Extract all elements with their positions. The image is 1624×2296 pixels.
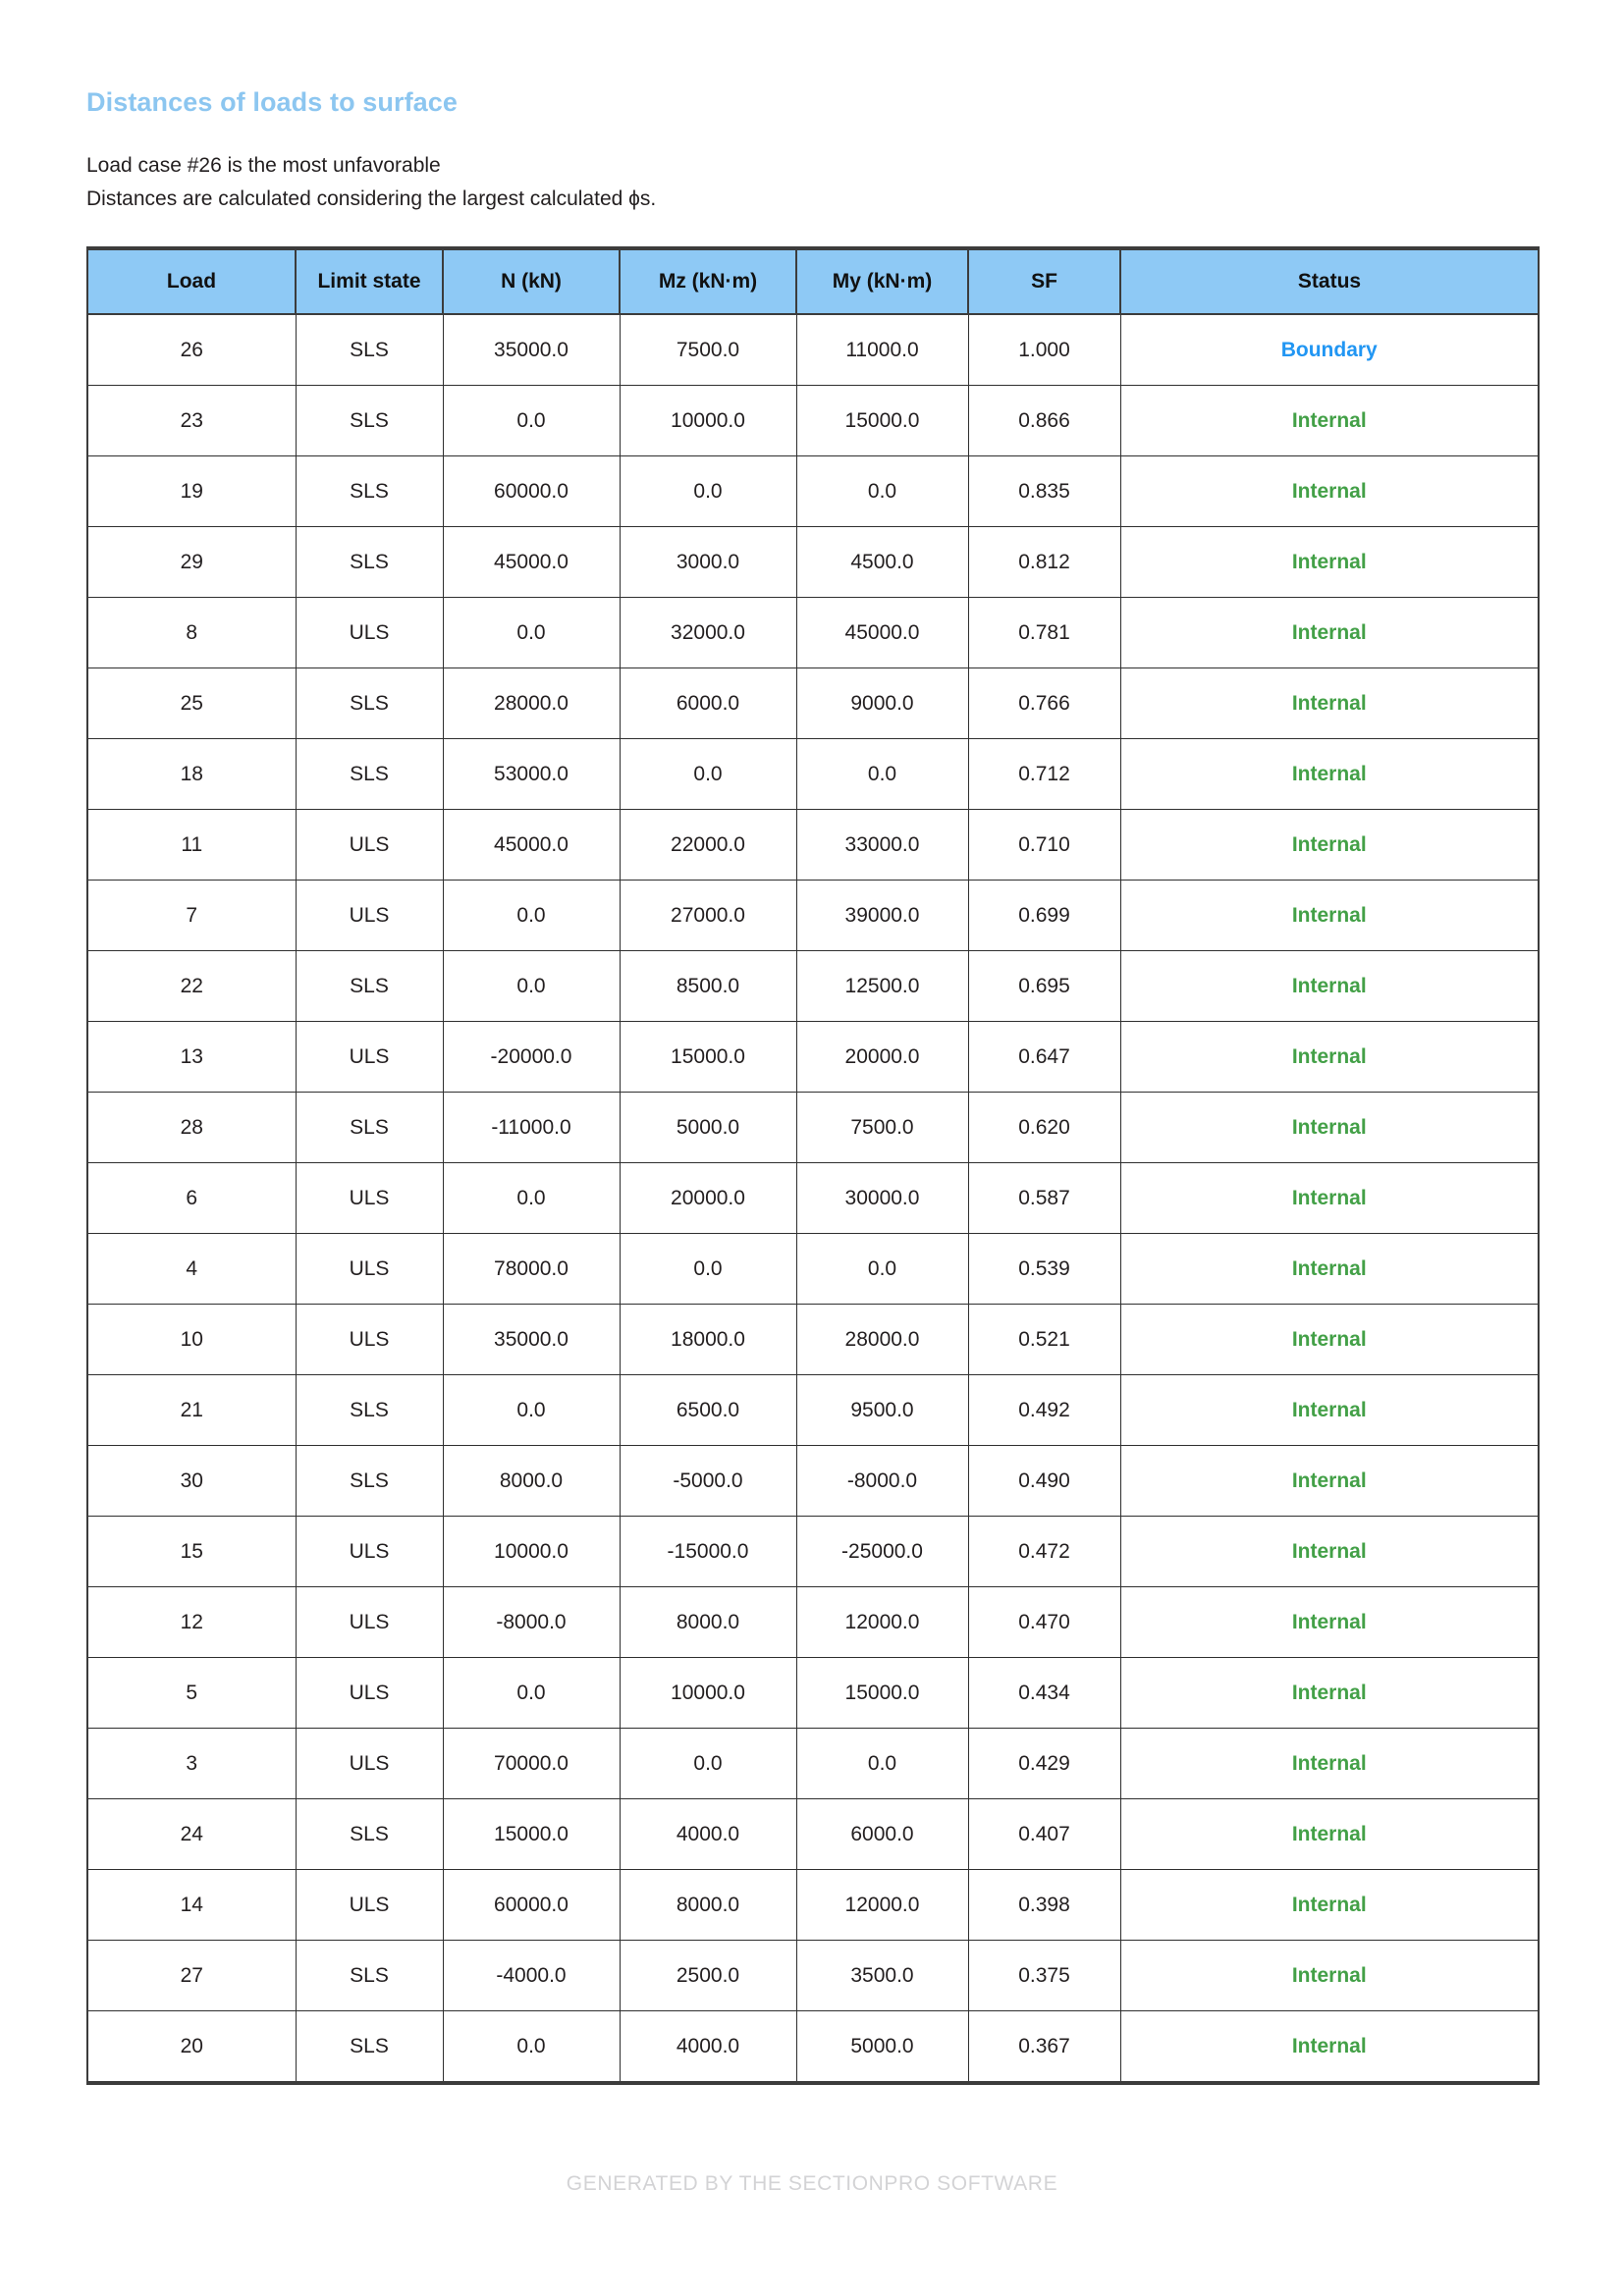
cell-my: 0.0: [796, 739, 968, 810]
status-badge: Internal: [1120, 527, 1539, 598]
cell-limit-state: SLS: [296, 668, 443, 739]
cell-n: 53000.0: [443, 739, 620, 810]
cell-sf: 0.620: [968, 1093, 1120, 1163]
cell-limit-state: ULS: [296, 1305, 443, 1375]
status-badge: Internal: [1120, 2011, 1539, 2084]
cell-sf: 0.812: [968, 527, 1120, 598]
table-body: [87, 314, 1539, 2083]
cell-n: 78000.0: [443, 1234, 620, 1305]
cell-load: 19: [87, 456, 296, 527]
cell-mz: 32000.0: [620, 598, 796, 668]
cell-sf: 0.398: [968, 1870, 1120, 1941]
cell-load: 10: [87, 1305, 296, 1375]
column-header-my: My (kN·m): [796, 248, 968, 314]
cell-sf: 0.470: [968, 1587, 1120, 1658]
cell-sf: 0.521: [968, 1305, 1120, 1375]
table-row: [87, 456, 1539, 527]
table-header: [87, 248, 1539, 314]
table-row: [87, 1799, 1539, 1870]
cell-n: 10000.0: [443, 1517, 620, 1587]
cell-mz: 5000.0: [620, 1093, 796, 1163]
table-row: [87, 1234, 1539, 1305]
cell-limit-state: ULS: [296, 1163, 443, 1234]
cell-load: 3: [87, 1729, 296, 1799]
cell-my: 20000.0: [796, 1022, 968, 1093]
cell-sf: 0.429: [968, 1729, 1120, 1799]
cell-load: 20: [87, 2011, 296, 2084]
table-row: [87, 1729, 1539, 1799]
cell-limit-state: ULS: [296, 810, 443, 881]
cell-limit-state: ULS: [296, 1234, 443, 1305]
cell-sf: 0.492: [968, 1375, 1120, 1446]
status-badge: Internal: [1120, 739, 1539, 810]
table-row: [87, 1446, 1539, 1517]
cell-my: 0.0: [796, 1234, 968, 1305]
status-badge: Internal: [1120, 1234, 1539, 1305]
cell-n: 15000.0: [443, 1799, 620, 1870]
cell-sf: 1.000: [968, 314, 1120, 386]
table-row: [87, 314, 1539, 386]
table-row: [87, 668, 1539, 739]
status-badge: Boundary: [1120, 314, 1539, 386]
cell-load: 21: [87, 1375, 296, 1446]
cell-limit-state: SLS: [296, 1799, 443, 1870]
cell-my: 28000.0: [796, 1305, 968, 1375]
status-badge: Internal: [1120, 1870, 1539, 1941]
intro-line-distances: Distances are calculated considering the largest calculated ϕs.: [86, 187, 657, 211]
cell-n: 0.0: [443, 2011, 620, 2084]
cell-load: 26: [87, 314, 296, 386]
cell-sf: 0.710: [968, 810, 1120, 881]
cell-n: -11000.0: [443, 1093, 620, 1163]
cell-load: 23: [87, 386, 296, 456]
table-row: [87, 1870, 1539, 1941]
cell-load: 6: [87, 1163, 296, 1234]
cell-limit-state: ULS: [296, 1658, 443, 1729]
cell-limit-state: SLS: [296, 1375, 443, 1446]
cell-mz: 20000.0: [620, 1163, 796, 1234]
cell-my: 30000.0: [796, 1163, 968, 1234]
cell-mz: 3000.0: [620, 527, 796, 598]
table-header-row: [87, 248, 1539, 314]
status-badge: Internal: [1120, 810, 1539, 881]
cell-n: 8000.0: [443, 1446, 620, 1517]
cell-sf: 0.695: [968, 951, 1120, 1022]
cell-load: 30: [87, 1446, 296, 1517]
table-row: [87, 1587, 1539, 1658]
table-row: [87, 527, 1539, 598]
column-header-n: N (kN): [443, 248, 620, 314]
cell-n: 0.0: [443, 598, 620, 668]
cell-mz: -5000.0: [620, 1446, 796, 1517]
cell-sf: 0.712: [968, 739, 1120, 810]
cell-n: 0.0: [443, 386, 620, 456]
status-badge: Internal: [1120, 456, 1539, 527]
cell-n: 45000.0: [443, 810, 620, 881]
cell-sf: 0.539: [968, 1234, 1120, 1305]
cell-load: 28: [87, 1093, 296, 1163]
cell-mz: 0.0: [620, 1234, 796, 1305]
status-badge: Internal: [1120, 1446, 1539, 1517]
status-badge: Internal: [1120, 598, 1539, 668]
cell-mz: 10000.0: [620, 1658, 796, 1729]
cell-load: 24: [87, 1799, 296, 1870]
cell-limit-state: ULS: [296, 598, 443, 668]
status-badge: Internal: [1120, 386, 1539, 456]
cell-mz: 18000.0: [620, 1305, 796, 1375]
cell-limit-state: SLS: [296, 2011, 443, 2084]
cell-mz: 0.0: [620, 456, 796, 527]
cell-my: 6000.0: [796, 1799, 968, 1870]
column-header-limit-state: Limit state: [296, 248, 443, 314]
cell-my: 33000.0: [796, 810, 968, 881]
cell-limit-state: SLS: [296, 951, 443, 1022]
cell-limit-state: SLS: [296, 1446, 443, 1517]
cell-mz: 15000.0: [620, 1022, 796, 1093]
cell-limit-state: SLS: [296, 386, 443, 456]
table-row: [87, 1375, 1539, 1446]
cell-n: 45000.0: [443, 527, 620, 598]
cell-my: 12000.0: [796, 1870, 968, 1941]
cell-n: 0.0: [443, 951, 620, 1022]
cell-n: -4000.0: [443, 1941, 620, 2011]
cell-my: 4500.0: [796, 527, 968, 598]
cell-mz: 6000.0: [620, 668, 796, 739]
cell-mz: 4000.0: [620, 1799, 796, 1870]
cell-limit-state: ULS: [296, 1517, 443, 1587]
cell-n: 0.0: [443, 1658, 620, 1729]
status-badge: Internal: [1120, 1375, 1539, 1446]
cell-my: -8000.0: [796, 1446, 968, 1517]
table-row: [87, 386, 1539, 456]
table-row: [87, 1163, 1539, 1234]
cell-load: 29: [87, 527, 296, 598]
cell-load: 14: [87, 1870, 296, 1941]
cell-load: 15: [87, 1517, 296, 1587]
cell-limit-state: ULS: [296, 1729, 443, 1799]
column-header-sf: SF: [968, 248, 1120, 314]
cell-n: 35000.0: [443, 1305, 620, 1375]
cell-load: 5: [87, 1658, 296, 1729]
status-badge: Internal: [1120, 1658, 1539, 1729]
column-header-mz: Mz (kN·m): [620, 248, 796, 314]
table-row: [87, 1658, 1539, 1729]
cell-n: 35000.0: [443, 314, 620, 386]
cell-my: 12000.0: [796, 1587, 968, 1658]
cell-sf: 0.781: [968, 598, 1120, 668]
loads-table-wrapper: [86, 246, 1538, 2085]
cell-n: 0.0: [443, 1375, 620, 1446]
status-badge: Internal: [1120, 1093, 1539, 1163]
table-row: [87, 1941, 1539, 2011]
table-row: [87, 810, 1539, 881]
cell-load: 13: [87, 1022, 296, 1093]
cell-n: 60000.0: [443, 1870, 620, 1941]
table-row: [87, 1093, 1539, 1163]
column-header-load: Load: [87, 248, 296, 314]
cell-my: 7500.0: [796, 1093, 968, 1163]
cell-mz: 0.0: [620, 739, 796, 810]
intro-line-load-case: Load case #26 is the most unfavorable: [86, 154, 441, 178]
cell-n: -8000.0: [443, 1587, 620, 1658]
cell-load: 4: [87, 1234, 296, 1305]
cell-my: 11000.0: [796, 314, 968, 386]
cell-limit-state: SLS: [296, 314, 443, 386]
cell-mz: 7500.0: [620, 314, 796, 386]
cell-sf: 0.490: [968, 1446, 1120, 1517]
cell-n: 0.0: [443, 881, 620, 951]
cell-mz: 0.0: [620, 1729, 796, 1799]
cell-limit-state: SLS: [296, 527, 443, 598]
cell-limit-state: SLS: [296, 1941, 443, 2011]
status-badge: Internal: [1120, 1305, 1539, 1375]
status-badge: Internal: [1120, 1163, 1539, 1234]
table-row: [87, 739, 1539, 810]
status-badge: Internal: [1120, 668, 1539, 739]
status-badge: Internal: [1120, 1941, 1539, 2011]
cell-limit-state: ULS: [296, 881, 443, 951]
cell-my: 3500.0: [796, 1941, 968, 2011]
cell-mz: 27000.0: [620, 881, 796, 951]
cell-sf: 0.375: [968, 1941, 1120, 2011]
cell-my: 12500.0: [796, 951, 968, 1022]
footer-note: GENERATED BY THE SECTIONPRO SOFTWARE: [566, 2172, 1058, 2195]
status-badge: Internal: [1120, 951, 1539, 1022]
cell-limit-state: SLS: [296, 456, 443, 527]
cell-mz: -15000.0: [620, 1517, 796, 1587]
cell-mz: 4000.0: [620, 2011, 796, 2084]
cell-my: 5000.0: [796, 2011, 968, 2084]
cell-load: 22: [87, 951, 296, 1022]
loads-table: [86, 246, 1540, 2085]
status-badge: Internal: [1120, 881, 1539, 951]
table-row: [87, 598, 1539, 668]
cell-sf: 0.647: [968, 1022, 1120, 1093]
cell-sf: 0.835: [968, 456, 1120, 527]
cell-my: -25000.0: [796, 1517, 968, 1587]
cell-mz: 10000.0: [620, 386, 796, 456]
cell-sf: 0.472: [968, 1517, 1120, 1587]
cell-n: -20000.0: [443, 1022, 620, 1093]
cell-sf: 0.367: [968, 2011, 1120, 2084]
cell-n: 70000.0: [443, 1729, 620, 1799]
cell-limit-state: SLS: [296, 1093, 443, 1163]
cell-load: 7: [87, 881, 296, 951]
table-row: [87, 1305, 1539, 1375]
table-row: [87, 951, 1539, 1022]
status-badge: Internal: [1120, 1587, 1539, 1658]
page-title: Distances of loads to surface: [86, 87, 459, 117]
cell-load: 18: [87, 739, 296, 810]
cell-my: 0.0: [796, 1729, 968, 1799]
status-badge: Internal: [1120, 1517, 1539, 1587]
cell-my: 15000.0: [796, 386, 968, 456]
cell-sf: 0.434: [968, 1658, 1120, 1729]
cell-mz: 22000.0: [620, 810, 796, 881]
cell-sf: 0.587: [968, 1163, 1120, 1234]
cell-load: 25: [87, 668, 296, 739]
cell-sf: 0.766: [968, 668, 1120, 739]
cell-my: 0.0: [796, 456, 968, 527]
cell-my: 9500.0: [796, 1375, 968, 1446]
cell-mz: 8000.0: [620, 1870, 796, 1941]
table-row: [87, 1022, 1539, 1093]
cell-sf: 0.866: [968, 386, 1120, 456]
cell-mz: 6500.0: [620, 1375, 796, 1446]
status-badge: Internal: [1120, 1799, 1539, 1870]
cell-load: 8: [87, 598, 296, 668]
cell-my: 9000.0: [796, 668, 968, 739]
cell-load: 12: [87, 1587, 296, 1658]
report-content: [86, 0, 1538, 2085]
column-header-status: Status: [1120, 248, 1539, 314]
table-row: [87, 2011, 1539, 2084]
cell-my: 39000.0: [796, 881, 968, 951]
status-badge: Internal: [1120, 1729, 1539, 1799]
status-badge: Internal: [1120, 1022, 1539, 1093]
cell-n: 0.0: [443, 1163, 620, 1234]
cell-load: 11: [87, 810, 296, 881]
cell-limit-state: ULS: [296, 1022, 443, 1093]
intro-block: [86, 149, 1538, 216]
cell-my: 45000.0: [796, 598, 968, 668]
cell-limit-state: ULS: [296, 1870, 443, 1941]
cell-load: 27: [87, 1941, 296, 2011]
table-row: [87, 881, 1539, 951]
table-row: [87, 1517, 1539, 1587]
cell-limit-state: ULS: [296, 1587, 443, 1658]
cell-mz: 8500.0: [620, 951, 796, 1022]
cell-sf: 0.699: [968, 881, 1120, 951]
cell-mz: 2500.0: [620, 1941, 796, 2011]
cell-limit-state: SLS: [296, 739, 443, 810]
cell-mz: 8000.0: [620, 1587, 796, 1658]
cell-n: 60000.0: [443, 456, 620, 527]
cell-n: 28000.0: [443, 668, 620, 739]
cell-my: 15000.0: [796, 1658, 968, 1729]
cell-sf: 0.407: [968, 1799, 1120, 1870]
